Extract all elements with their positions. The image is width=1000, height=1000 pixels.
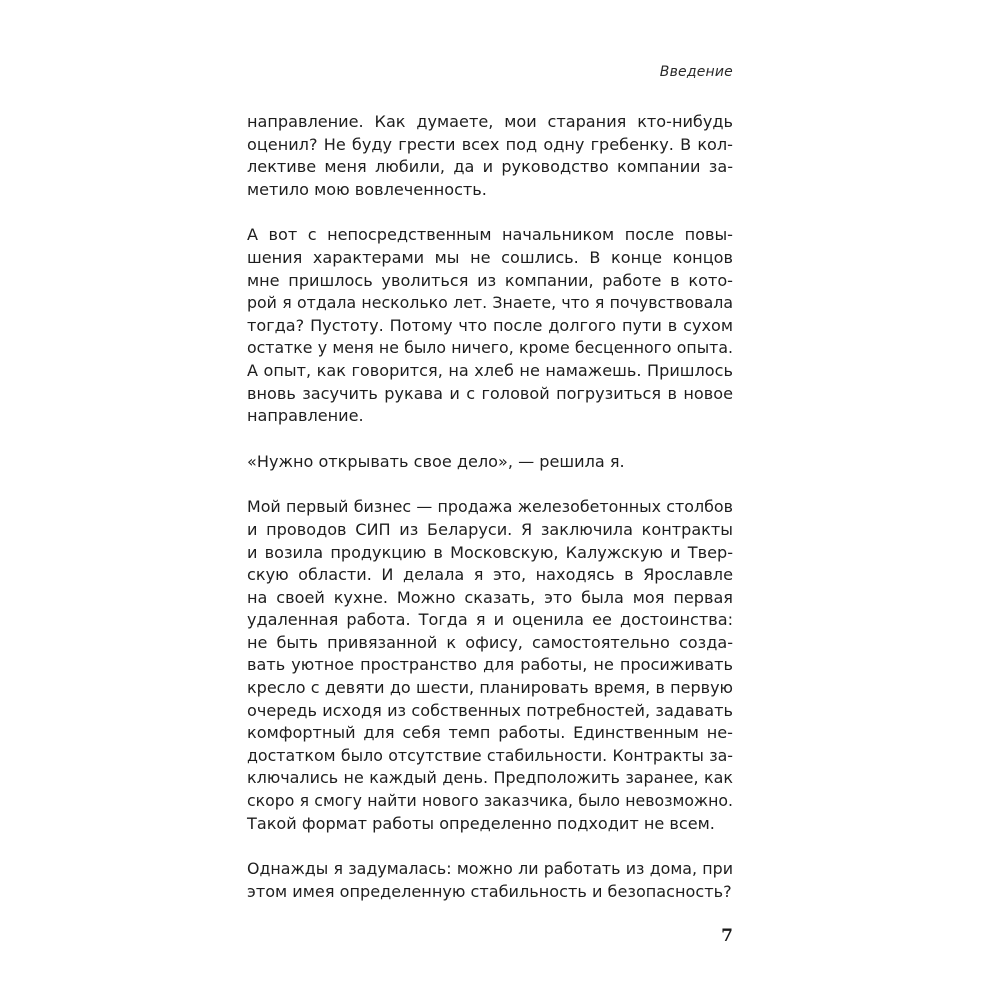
- text-line: «Нужно открывать свое дело», — решила я.: [247, 451, 625, 471]
- text-line: на своей кухне. Можно сказать, это была моя первая: [247, 587, 733, 607]
- text-line: А вот с непосредственным начальником после повы-: [247, 225, 733, 245]
- paragraph-3: [247, 451, 733, 474]
- page-body-text: [247, 111, 733, 926]
- text-line: направление.: [247, 406, 364, 426]
- text-line: остатке у меня не было ничего, кроме бесценного опыта.: [247, 338, 733, 358]
- text-line: лективе меня любили, да и руководство компании за-: [247, 157, 733, 177]
- text-line: метило мою вовлеченность.: [247, 179, 487, 199]
- paragraph-5: [247, 858, 733, 903]
- text-line: ключались не каждый день. Предположить заранее, как: [247, 768, 733, 788]
- text-line: Такой формат работы определенно подходит не всем.: [247, 813, 715, 833]
- text-line: рой я отдала несколько лет. Знаете, что я почувствовала: [247, 293, 733, 313]
- text-line: оценил? Не буду грести всех под одну гребенку. В кол-: [247, 134, 733, 154]
- text-line: достатком было отсутствие стабильности. Контракты за-: [247, 745, 733, 765]
- text-line: тогда? Пустоту. Потому что после долгого пути в сухом: [247, 315, 733, 335]
- text-line: скую области. И делала я это, находясь в Ярославле: [247, 565, 733, 585]
- paragraph-2: [247, 224, 733, 427]
- page-number: 7: [721, 926, 733, 946]
- paragraph-4: [247, 496, 733, 835]
- text-line: скоро я смогу найти нового заказчика, было невозможно.: [247, 791, 733, 811]
- text-line: вать уютное пространство для работы, не просиживать: [247, 655, 733, 675]
- text-line: направление. Как думаете, мои старания кто-нибудь: [247, 112, 733, 131]
- text-line: не быть привязанной к офису, самостоятельно созда-: [247, 632, 733, 652]
- text-line: кресло с девяти до шести, планировать время, в первую: [247, 678, 733, 698]
- text-line: удаленная работа. Тогда я и оценила ее достоинства:: [247, 610, 733, 630]
- paragraph-1: [247, 111, 733, 201]
- text-line: очередь исходя из собственных потребностей, задавать: [247, 700, 733, 720]
- text-line: шения характерами мы не сошлись. В конце концов: [247, 247, 733, 267]
- text-line: А опыт, как говорится, на хлеб не намажешь. Пришлось: [247, 360, 733, 380]
- running-header-title: Введение: [659, 64, 733, 80]
- text-line: и проводов СИП из Беларуси. Я заключила контракты: [247, 519, 733, 539]
- text-line: вновь засучить рукава и с головой погрузиться в новое: [247, 383, 733, 403]
- text-line: Однажды я задумалась: можно ли работать из дома, при: [247, 859, 733, 879]
- text-line: комфортный для себя темп работы. Единственным не-: [247, 723, 733, 743]
- text-line: и возила продукцию в Московскую, Калужскую и Твер-: [247, 542, 733, 562]
- text-line: Мой первый бизнес — продажа железобетонных столбов: [247, 497, 733, 517]
- text-line: этом имея определенную стабильность и безопасность?: [247, 881, 732, 901]
- text-line: мне пришлось уволиться из компании, работе в кото-: [247, 270, 733, 290]
